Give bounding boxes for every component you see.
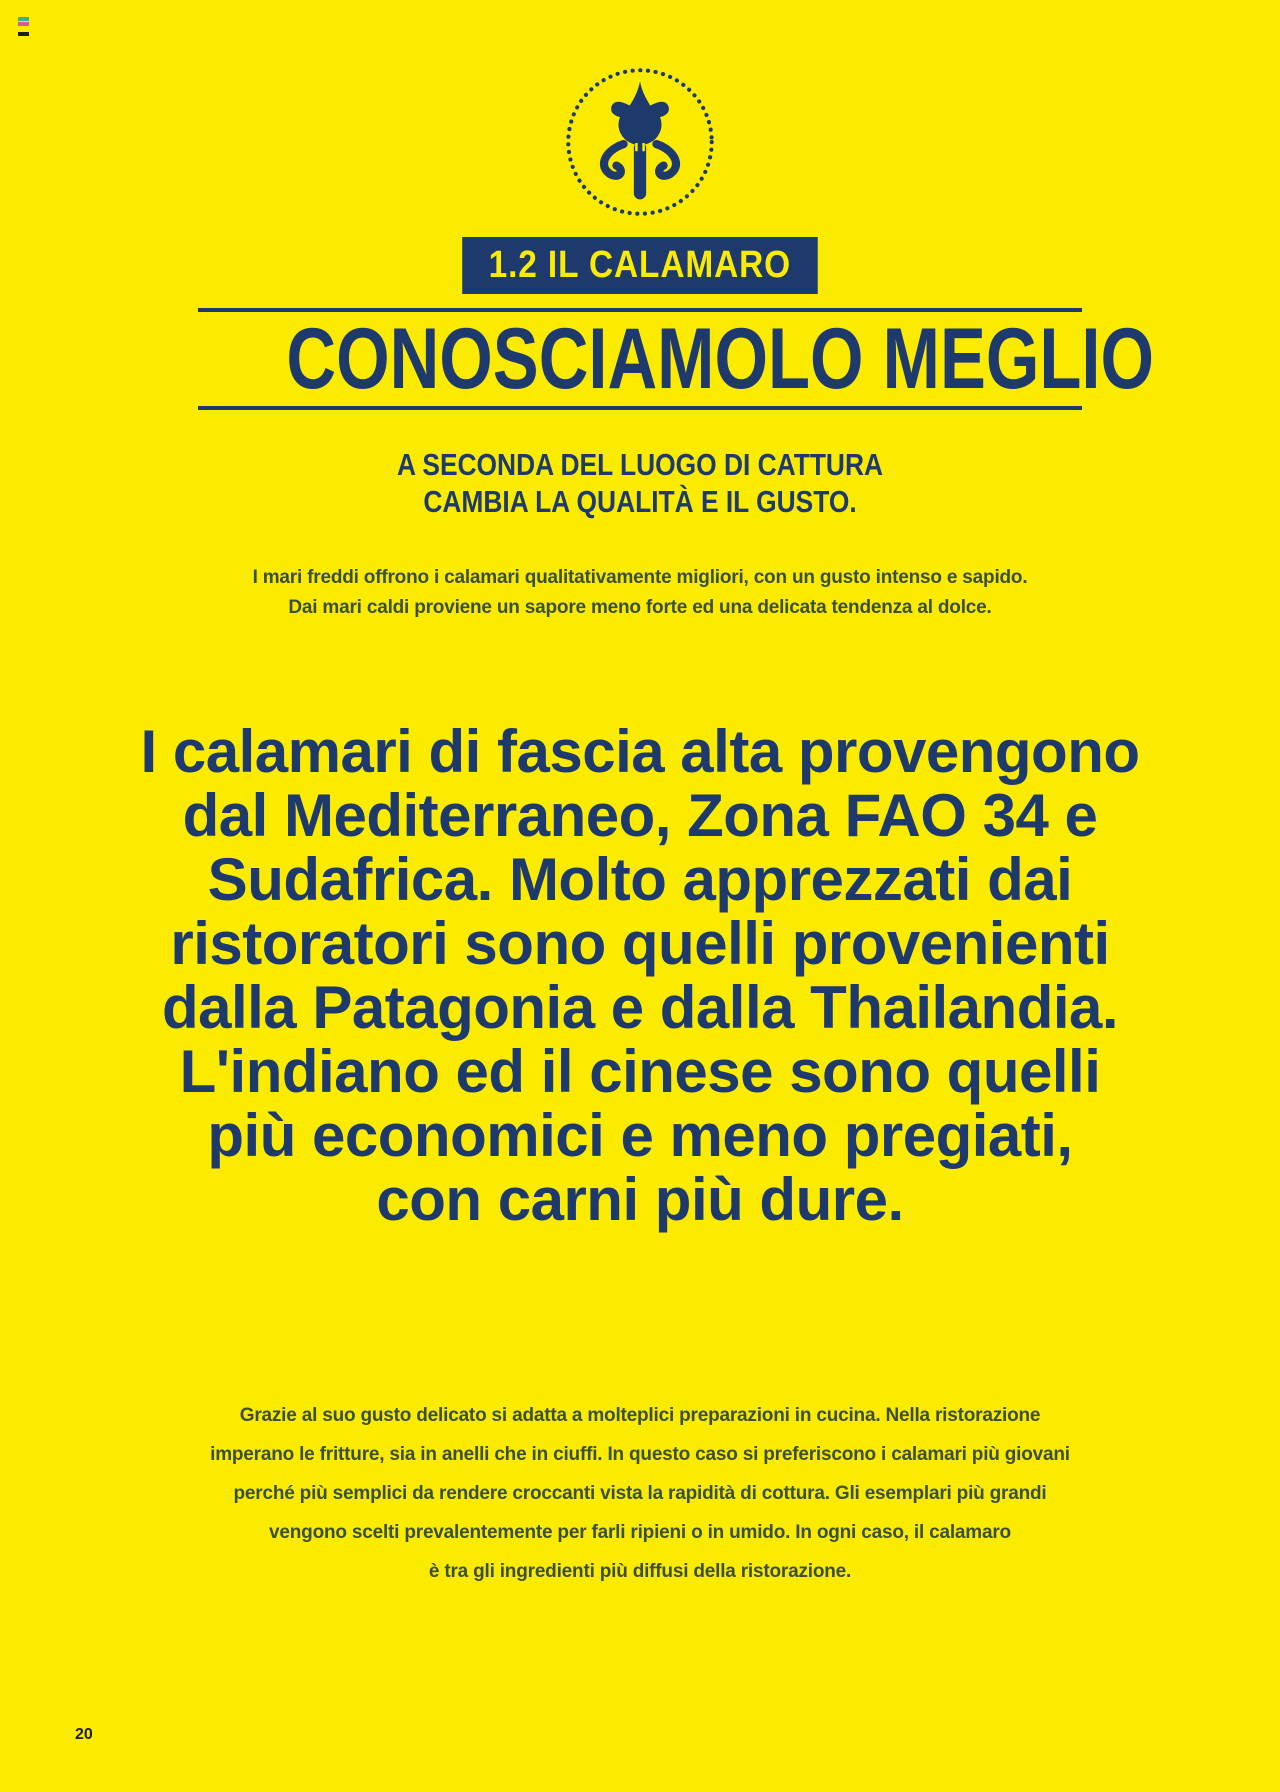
- text-line: con carni più dure.: [376, 1166, 904, 1233]
- regmark-teal-bar: [18, 17, 29, 21]
- text-line: Grazie al suo gusto delicato si adatta a molteplici preparazioni in cucina. Nella ristorazione: [239, 1405, 1041, 1426]
- regmark-magenta-bar: [18, 22, 29, 26]
- text-line: è tra gli ingredienti più diffusi della ristorazione.: [428, 1561, 852, 1582]
- text-line: dal Mediterraneo, Zona FAO 34 e: [182, 782, 1098, 849]
- text-line: Sudafrica. Molto apprezzati dai: [207, 846, 1073, 913]
- closing-paragraph: [0, 1396, 1280, 1591]
- text-line: A SECONDA DEL LUOGO DI CATTURA: [396, 447, 884, 482]
- text-line: vengono scelti prevalentemente per farli ripieni o in umido. In ogni caso, il calamaro: [269, 1522, 1011, 1543]
- text-line: più economici e meno pregiati,: [207, 1102, 1073, 1169]
- section-badge-row: [0, 237, 1280, 294]
- intro-paragraph: [0, 563, 1280, 623]
- subheading: [0, 446, 1280, 520]
- section-badge: 1.2 IL CALAMARO: [462, 237, 817, 294]
- text-line: I mari freddi offrono i calamari qualitativamente migliori, con un gusto intenso e sapido.: [252, 567, 1028, 588]
- statement-text: [0, 720, 1280, 1232]
- squid-in-dotted-circle-icon: [558, 60, 722, 224]
- heading-band: [198, 308, 1155, 410]
- page-number: 20: [75, 1726, 93, 1743]
- regmark-black-bar: [18, 32, 29, 36]
- text-line: perché più semplici da rendere croccanti vista la rapidità di cottura. Gli esemplari più grandi: [233, 1483, 1047, 1504]
- text-line: I calamari di fascia alta provengono: [140, 718, 1140, 785]
- text-line: ristoratori sono quelli provenienti: [170, 910, 1110, 977]
- print-registration-mark-icon: [18, 17, 29, 37]
- page-title: CONOSCIAMOLO MEGLIO: [286, 311, 1155, 407]
- text-line: imperano le fritture, sia in anelli che in ciuffi. In questo caso si preferiscono i calamari più giovani: [210, 1444, 1070, 1465]
- text-line: Dai mari caldi proviene un sapore meno forte ed una delicata tendenza al dolce.: [288, 597, 992, 618]
- regmark-gap: [18, 27, 29, 31]
- squid-logo: [0, 60, 1280, 229]
- text-line: L'indiano ed il cinese sono quelli: [179, 1038, 1101, 1105]
- text-line: dalla Patagonia e dalla Thailandia.: [161, 974, 1119, 1041]
- text-line: CAMBIA LA QUALITÀ E IL GUSTO.: [423, 484, 857, 519]
